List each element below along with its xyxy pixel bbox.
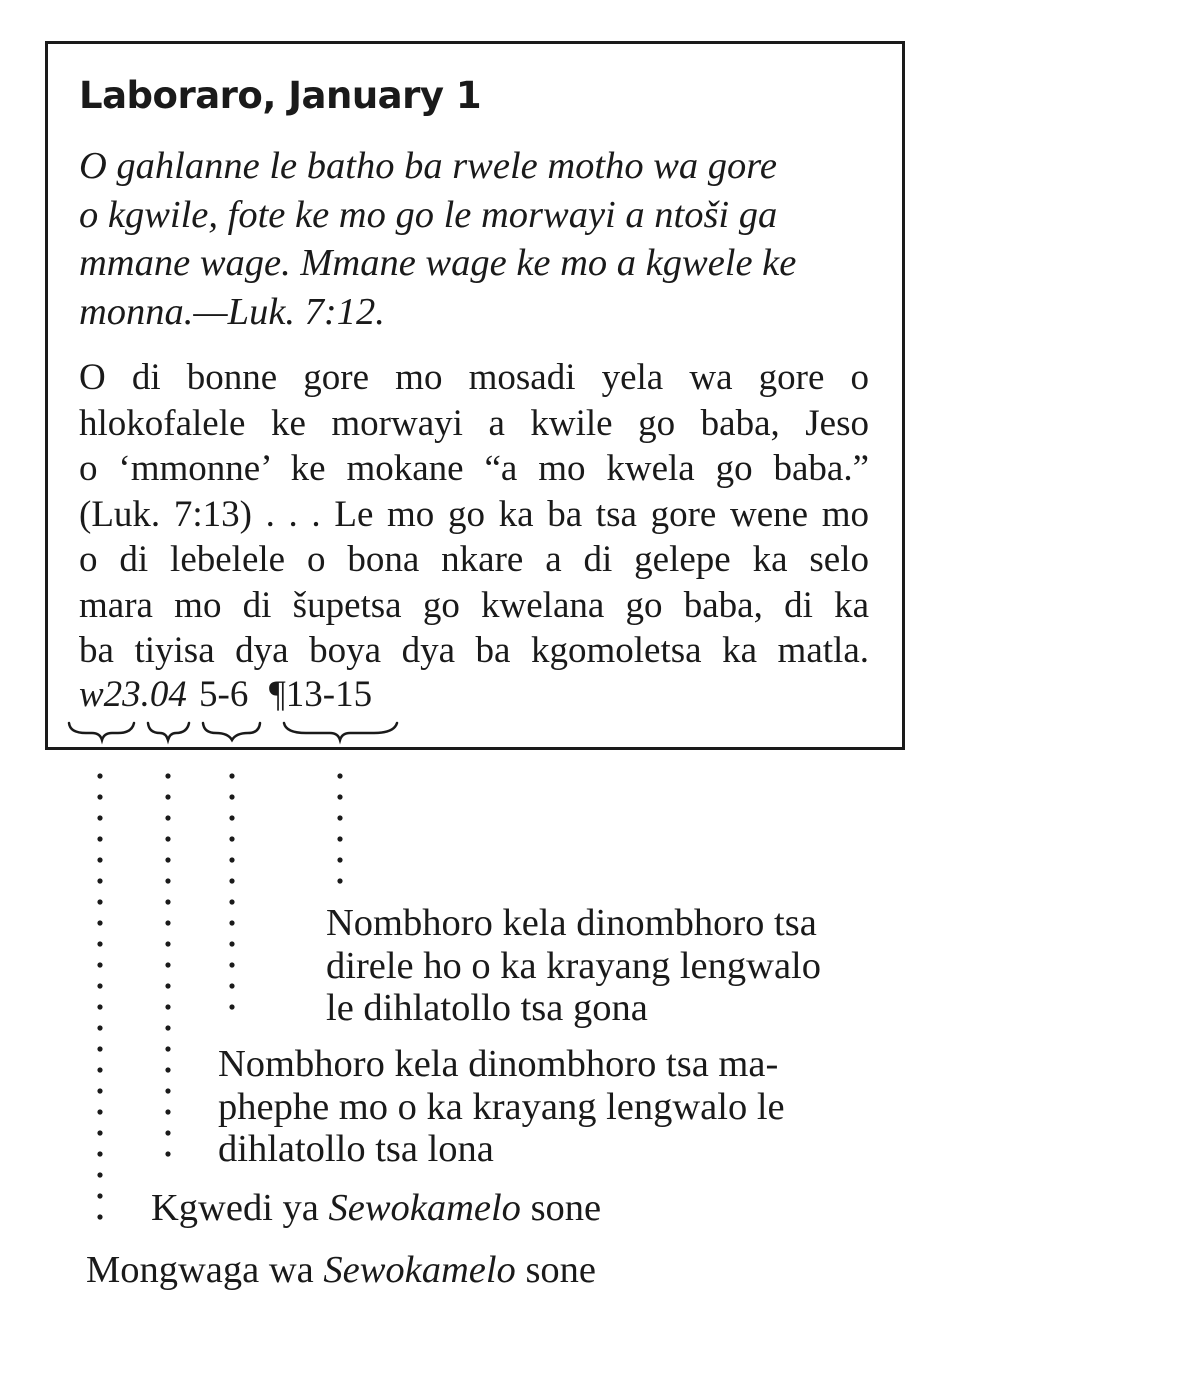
dotted-line-paragraphs bbox=[337, 773, 342, 883]
explanation-line: le dihlatollo tsa gona bbox=[326, 987, 648, 1029]
comment-line: (Luk. 7:13) . . . Le mo go ka ba tsa gore wene mo bbox=[79, 493, 869, 535]
brace-issue bbox=[148, 723, 189, 740]
scripture-line: o kgwile, fote ke mo go le morwayi a ntoši ga bbox=[79, 193, 778, 236]
paragraphs-explanation bbox=[326, 902, 821, 1030]
reference-publication: w23.04 bbox=[79, 674, 187, 715]
comment-line: mara mo di šupetsa go kwelana go baba, di ka bbox=[79, 584, 869, 626]
issue-text-after: sone bbox=[520, 1187, 602, 1229]
dotted-line-issue bbox=[165, 773, 170, 1156]
date-heading: Laboraro, January 1 bbox=[79, 74, 482, 117]
year-magazine-name: Sewokamelo bbox=[323, 1249, 516, 1291]
scripture-line: mmane wage. Mmane wage ke mo a kgwele ke bbox=[79, 242, 797, 284]
pages-explanation bbox=[218, 1043, 785, 1171]
issue-magazine-name: Sewokamelo bbox=[328, 1187, 521, 1229]
year-explanation bbox=[86, 1248, 596, 1292]
comment-line: o ‘mmonne’ ke mokane “a mo kwela go baba.” bbox=[79, 448, 869, 489]
explanation-line: Nombhoro kela dinombhoro tsa ma- bbox=[218, 1043, 779, 1085]
year-text-before: Mongwaga wa bbox=[86, 1249, 324, 1291]
comment-line: O di bonne gore mo mosadi yela wa gore o bbox=[79, 357, 869, 398]
issue-text-before: Kgwedi ya bbox=[151, 1187, 329, 1229]
year-text-after: sone bbox=[515, 1249, 597, 1291]
comment-line: hlokofalele ke morwayi a kwile go baba, Jeso bbox=[79, 402, 869, 444]
explanation-line: Nombhoro kela dinombhoro tsa bbox=[326, 902, 817, 944]
explanation-line: phephe mo o ka krayang lengwalo le bbox=[218, 1085, 785, 1128]
issue-explanation bbox=[151, 1186, 601, 1230]
brace-pages bbox=[203, 723, 260, 740]
explanation-line: direle ho o ka krayang lengwalo bbox=[326, 944, 821, 987]
dotted-line-year bbox=[97, 773, 102, 1219]
dotted-line-pages bbox=[229, 773, 234, 1009]
scripture-line: O gahlanne le batho ba rwele motho wa gore bbox=[79, 145, 777, 187]
explanation-line: dihlatollo tsa lona bbox=[218, 1128, 494, 1170]
brace-publication bbox=[69, 723, 134, 740]
reference-paragraphs: ¶13-15 bbox=[269, 674, 373, 715]
comment-line: ba tiyisa dya boya dya ba kgomoletsa ka matla. bbox=[79, 630, 869, 671]
scripture-line: monna.—Luk. 7:12. bbox=[79, 290, 385, 333]
comment-line: o di lebelele o bona nkare a di gelepe ka selo bbox=[79, 539, 869, 580]
brace-paragraphs bbox=[284, 723, 397, 740]
reference-pages: 5-6 bbox=[199, 674, 249, 715]
